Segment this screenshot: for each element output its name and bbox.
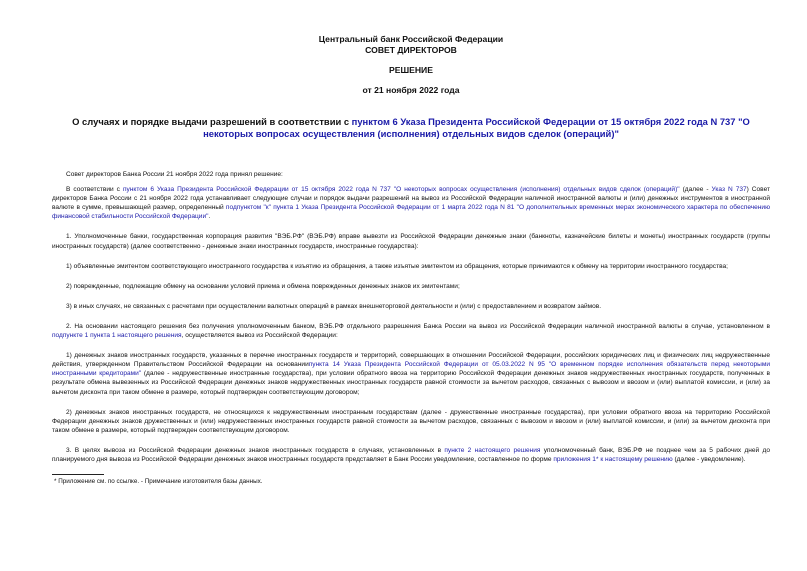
document-page (52, 34, 770, 486)
footnote-divider (52, 474, 104, 475)
decree-95-link[interactable]: пункта 14 Указа Президента Российской Федерации от 05.03.2022 N 95 "О временном порядке исполнения обязательств перед некоторыми иностранными кредиторами" (52, 361, 770, 378)
subject-link[interactable]: пунктом 6 Указа Президента Российской Федерации от 15 октября 2022 года N 737 "О некоторых вопросах осуществления (исполнения) отдельных видов сделок (операций)" (203, 116, 750, 139)
text-span: уполномоченный банк, ВЭБ.РФ не позднее чем за 5 рабочих дней до планируемого дня вывоза из Российской Федерации денежных знаков иностранных государств представляет в Банк России уведомление, составленное по форме (52, 446, 771, 463)
decree-737-link[interactable]: пунктом 6 Указа Президента Российской Федерации от 15 октября 2022 года N 737 "О некоторых вопросах осуществления (исполнения) отдельных видов сделок (операций)" (122, 186, 680, 194)
paragraph-1-2: 2) поврежденные, подлежащие обмену на основании условий приема и обмена поврежденных денежных знаков их эмитентами; (66, 282, 460, 290)
appendix-1-link[interactable]: приложения 1* к настоящему решению (553, 455, 673, 463)
document-subject (66, 116, 756, 140)
text-span: . (208, 213, 211, 221)
org-name: Центральный банк Российской Федерации (318, 34, 504, 44)
paragraph-2-2: 2) денежных знаков иностранных государств, не относящихся к недружественным иностранным государствам (далее - дружественные иностранные государства), при условии обратного ввоза на территорию Российской Федерации денежных знаков дружественных и (или) недружественных иностранных государств равной стоимости за вычетом расходов, связанных с вывозом и ввозом и (или) выплатой комиссии, и (или) за вычетом дисконта при таком обмене в размере, который подтвержден соответствующим договором. (52, 408, 770, 434)
paragraph-2-1 (52, 351, 770, 396)
paragraph-2 (52, 322, 770, 340)
board-name: СОВЕТ ДИРЕКТОРОВ (365, 45, 457, 55)
text-span: (далее - (679, 186, 712, 194)
decree-737-short-link[interactable]: Указ N 737 (711, 186, 747, 194)
text-span: 3. В целях вывоза из Российской Федерации денежных знаков иностранных государств в случаях, установленных в (66, 446, 445, 454)
intro-paragraph: Совет директоров Банка России 21 ноября 2022 года принял решение: (66, 171, 283, 178)
doc-type: РЕШЕНИЕ (389, 65, 433, 75)
text-span: ) Совет директоров Банка России с 21 ноября 2022 года устанавливает следующие случаи и порядок выдачи разрешений на вывоз из Российской Федерации наличной иностранной валюты и (или) денежных инструментов в иностранной валюте в сумме, превышающей размер, определенный (52, 186, 770, 212)
text-span: (далее - недружественные иностранные государства), при условии обратного ввоза на территорию Российской Федерации денежных знаков недружественных иностранных государств, полученных в результате обмена вывезенных из Российской Федерации денежных знаков недружественных иностранных государств равной стоимости за вычетом расходов, связанных с вывозом и ввозом и (или) выплатой комиссии, и (или) за вычетом дисконта при таком обмене в размере, который подтвержден соответствующим договором; (52, 370, 770, 396)
text-span: (далее - уведомление). (672, 455, 746, 463)
doc-date: от 21 ноября 2022 года (362, 85, 460, 95)
paragraph-2-link[interactable]: пункте 2 настоящего решения (444, 446, 541, 454)
paragraph-3 (52, 446, 770, 464)
paragraph-1-3: 3) в иных случаях, не связанных с расчетами при осуществлении валютных операций в рамках внешнеторговой деятельности и (или) с предоставлением и возвратом займов. (66, 302, 602, 310)
text-span: В соответствии с (66, 186, 123, 194)
text-span: 2. На основании настоящего решения без получения уполномоченным банком, ВЭБ.РФ отдельного разрешения Банка России на вывоз из Российской Федерации наличной иностранной валюты в случае, установленном в (66, 322, 770, 330)
paragraph-preamble (52, 185, 770, 221)
decree-81-link[interactable]: подпунктом "к" пункта 1 Указа Президента Российской Федерации от 1 марта 2022 года N 81 "О дополнительных временных мерах экономического характера по обеспечению финансовой стабильности Российской Федерации" (52, 204, 770, 221)
subject-prefix: О случаях и порядке выдачи разрешений в соответствии с (72, 116, 352, 127)
paragraph-1: 1. Уполномоченные банки, государственная корпорация развития "ВЭБ.РФ" (ВЭБ.РФ) вправе вывезти из Российской Федерации денежные знаки (банкноты, казначейские билеты и монеты) иностранных государств (группы иностранных государств) (далее соответственно - денежные знаки иностранных государств, иностранные государства): (52, 233, 770, 250)
text-span: , осуществляется вывоз из Российской Федерации: (181, 332, 338, 340)
subparagraph-1-link[interactable]: подпункте 1 пункта 1 настоящего решения (52, 332, 182, 340)
footnote: * Приложение см. по ссылке. - Примечание изготовителя базы данных. (54, 478, 263, 486)
text-span: 1) денежных знаков иностранных государств, указанных в перечне иностранных государств и территорий, совершающих в отношении Российской Федерации, российских юридических лиц и физических лиц недружественные действия, утвержденном Правительством Российской Федерации на основании (52, 352, 770, 369)
paragraph-1-1: 1) объявленные эмитентом соответствующего иностранного государства к изъятию из обращения, а также изъятые эмитентом из обращения, которые принимаются к обмену на территории иностранного государства; (66, 262, 728, 270)
